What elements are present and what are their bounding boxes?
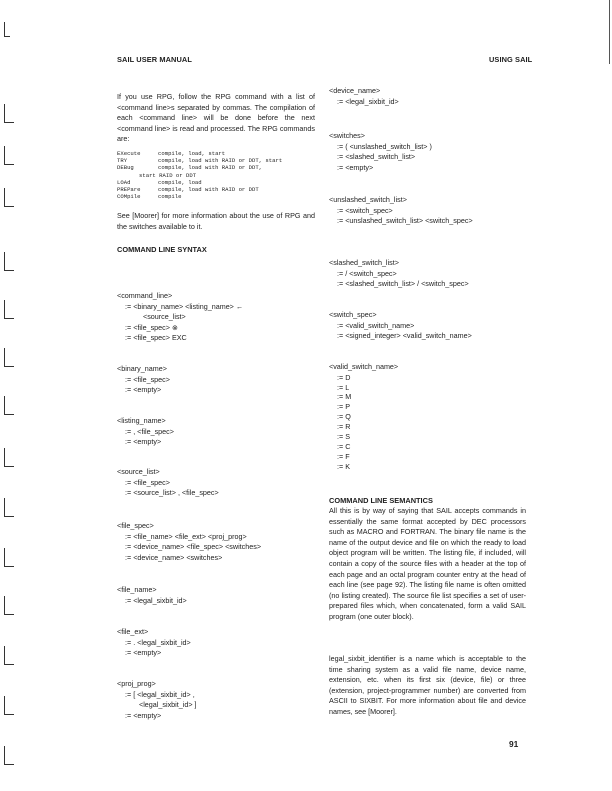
switch-option: := P [337,402,350,412]
switch-option: := F [337,451,350,461]
production-rule: := <empty> [125,437,162,447]
switch-option: := K [337,461,350,471]
see-moorer-paragraph: See [Moorer] for more information about the use of RPG and the switches available to it. [117,211,315,231]
binder-mark [4,696,14,715]
rpg-command-name: EXecute [117,150,141,157]
listing-name-production [117,416,174,448]
rpg-command-desc: compile [158,193,182,201]
production-name: <binary_name> [117,364,167,373]
switch-option: := R [337,422,351,432]
device-name-production [329,86,399,107]
production-rule: := <switch_spec> [337,205,393,215]
running-header-left: SAIL USER MANUAL [117,55,192,64]
production-rule: := ( <unslashed_switch_list> ) [337,141,432,151]
production-name: <switch_spec> [329,310,377,319]
production-rule: := <device_name> <file_spec> <switches> [125,542,262,552]
semantics-paragraph: All this is by way of saying that SAIL accepts commands in essentially the same format accepted by DEC processors such as MACRO and FORTRAN. The binary file name is the name of the output device and file on which the ready to load object program will be written. The listing file, if included, will contain a copy of the source files with a header at the top of each page and an octal program counter entry at the head of each line (see page 92). The listing file name is often omitted (no listing created). The source file list specifies a set of user-prepared files which, when concatenated, form a valid SAIL program (one outer block). [329,506,526,621]
production-rule: := <unslashed_switch_list> <switch_spec> [337,216,473,226]
production-rule: := <file_spec> [125,374,170,384]
switch-option: := S [337,432,350,442]
rpg-command-desc: compile, load with RAID or DDT [158,186,259,194]
rpg-command-desc: compile, load, start [158,150,226,157]
production-rule: := <legal_sixbit_id> [125,595,187,605]
production-rule: := <file_spec> EXC [125,333,187,343]
production-rule: := <empty> [337,162,374,172]
binder-mark [4,396,14,415]
switches-production [329,131,432,173]
production-name: <file_spec> [117,521,154,530]
production-rule: := <valid_switch_name> [337,320,415,330]
legal-sixbit-paragraph: legal_sixbit_identifier is a name which is acceptable to the time sharing system as a valid file name, device name, extension, etc. when its first six (device, file) or three (extension, project-programmer number) are converted from ASCII to SIXBIT. For more information about file and device names, see [Moorer]. [329,654,526,716]
proj-prog-production [117,679,197,721]
production-name: <source_list> [117,467,160,476]
production-rule: := <slashed_switch_list> [337,152,416,162]
production-rule: := <file_spec> [125,477,170,487]
rpg-command-desc: compile, load [158,178,202,186]
production-name: <command_line> [117,291,173,300]
binder-mark [4,498,14,517]
production-rule: := . <legal_sixbit_id> [125,637,191,647]
slashed-switch-list-production [329,258,469,290]
production-name: <switches> [329,131,365,140]
rpg-command-table [117,150,282,200]
switch-option: := D [337,372,351,382]
production-rule: := <empty> [125,385,162,395]
production-name: <valid_switch_name> [329,362,399,371]
rpg-command-desc: start RAID or DDT [139,171,197,179]
file-spec-production [117,521,261,563]
file-ext-production [117,627,191,659]
binder-mark [4,646,14,665]
production-name: <listing_name> [117,416,166,425]
binder-mark [4,146,14,165]
binder-mark [4,104,14,123]
semantics-heading: COMMAND LINE SEMANTICS [329,496,433,505]
binder-mark [4,596,14,615]
binder-mark [4,300,14,319]
source-list-production [117,467,219,499]
rpg-intro-paragraph: If you use RPG, follow the RPG command with a list of <command line>s separated by commas. The compilation of each <command line> will be done before the next <command line> is read and processed. The RPG commands are: [117,92,315,144]
production-rule: := <file_name> <file_ext> <proj_prog> [125,531,247,541]
production-rule: := / <switch_spec> [337,268,397,278]
valid-switch-name-production [329,362,398,472]
rpg-command-name: DEBug [117,164,134,172]
production-name: <file_ext> [117,627,149,636]
production-rule: := <signed_integer> <valid_switch_name> [337,331,472,341]
page-number: 91 [509,739,519,749]
production-rule: := <binary_name> <listing_name> ← [125,301,244,311]
production-rule: := <slashed_switch_list> / <switch_spec> [337,279,469,289]
production-rule: := <file_spec> ⊗ [125,322,178,332]
running-header-right: USING SAIL [489,55,533,64]
binary-name-production [117,364,170,396]
production-rule: := <empty> [125,648,162,658]
rpg-command-name: COMpile [117,193,141,201]
command-line-production [117,291,243,344]
switch-option: := L [337,382,350,392]
rpg-command-name: LOAd [117,178,131,186]
rpg-command-desc: compile, load with RAID or DDT, [158,164,263,172]
binder-mark [4,348,14,367]
binder-mark [4,188,14,207]
production-rule: := <device_name> <switches> [125,552,223,562]
binder-mark [4,448,14,467]
production-rule: <legal_sixbit_id> ] [139,700,197,710]
production-rule: := [ <legal_sixbit_id> , [125,689,195,699]
binder-mark [4,548,14,567]
switch-spec-production [329,310,472,342]
syntax-heading: COMMAND LINE SYNTAX [117,245,207,254]
binder-mark [4,746,14,765]
page-edge-mark [609,0,610,64]
production-name: <device_name> [329,86,381,95]
rpg-command-name: TRY [117,157,128,165]
binder-mark [4,252,14,271]
production-rule: := <empty> [125,710,162,720]
production-name: <file_name> [117,585,157,594]
production-name: <unslashed_switch_list> [329,195,407,204]
production-rule: := <legal_sixbit_id> [337,96,399,106]
production-name: <slashed_switch_list> [329,258,399,267]
production-name: <proj_prog> [117,679,156,688]
production-rule: := <source_list> , <file_spec> [125,488,219,498]
production-rule: := , <file_spec> [125,426,174,436]
switch-option: := M [337,392,352,402]
file-name-production [117,585,187,606]
unslashed-switch-list-production [329,195,473,227]
production-rule: <source_list> [143,312,186,322]
switch-option: := Q [337,412,351,422]
rpg-command-name: PREPare [117,186,141,194]
rpg-command-desc: compile, load with RAID or DDT, start [158,157,283,165]
binder-mark [4,22,10,37]
switch-option: := C [337,441,351,451]
